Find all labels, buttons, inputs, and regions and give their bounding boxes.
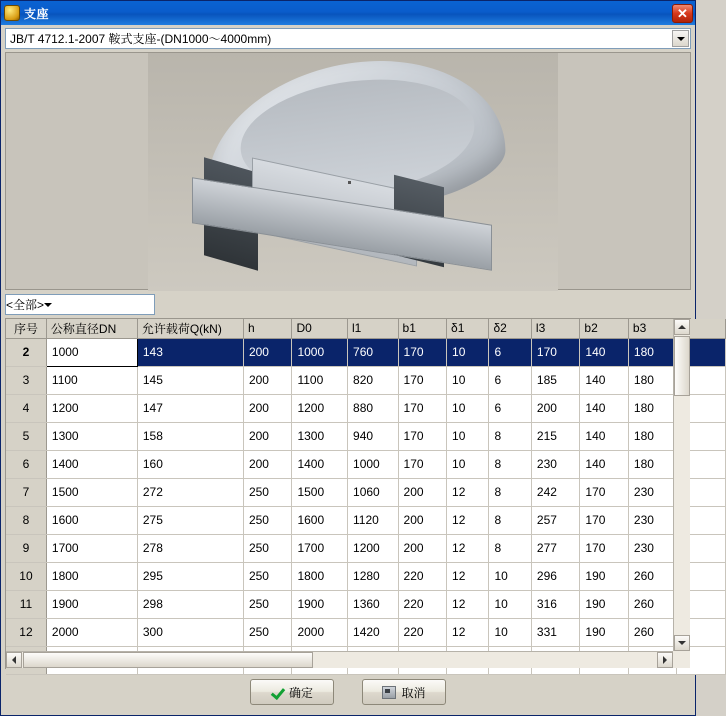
scrollbar-corner	[673, 651, 690, 668]
table-cell[interactable]: 10	[447, 394, 489, 422]
arrow-glyph	[677, 37, 685, 41]
table-cell[interactable]: 1600	[46, 506, 137, 534]
table-cell[interactable]: 160	[137, 450, 243, 478]
ok-button[interactable]	[250, 679, 334, 705]
table-row[interactable]	[6, 618, 726, 646]
table-cell[interactable]: 1360	[348, 590, 399, 618]
table-cell[interactable]: 1800	[292, 562, 348, 590]
table-cell[interactable]: 250	[243, 618, 292, 646]
preview-pane	[5, 52, 691, 290]
vertical-scrollbar[interactable]	[673, 319, 690, 651]
table-cell[interactable]: 147	[137, 394, 243, 422]
column-header-d1[interactable]: δ1	[447, 319, 489, 338]
scroll-right-icon[interactable]	[657, 652, 673, 668]
table-cell[interactable]: 8	[489, 450, 531, 478]
app-icon	[4, 5, 20, 21]
table-cell[interactable]: 230	[628, 534, 677, 562]
table-cell[interactable]: 1600	[292, 506, 348, 534]
table-cell[interactable]: 1400	[46, 450, 137, 478]
table-cell[interactable]: 180	[628, 422, 677, 450]
table-cell[interactable]: 220	[398, 562, 447, 590]
table-row[interactable]	[6, 394, 726, 422]
table-cell[interactable]: 10	[447, 366, 489, 394]
table-cell[interactable]: 12	[447, 590, 489, 618]
table-cell[interactable]: 1100	[46, 366, 137, 394]
table-cell[interactable]: 180	[628, 338, 677, 366]
table-cell[interactable]: 242	[531, 478, 580, 506]
row-index-cell[interactable]: 6	[6, 450, 46, 478]
table-row[interactable]	[6, 422, 726, 450]
scroll-up-icon[interactable]	[674, 319, 690, 335]
scroll-down-icon[interactable]	[674, 635, 690, 651]
table-cell[interactable]: 1200	[292, 394, 348, 422]
column-header-d2[interactable]: δ2	[489, 319, 531, 338]
row-index-cell[interactable]: 12	[6, 618, 46, 646]
table-cell[interactable]: 140	[580, 366, 629, 394]
table-cell[interactable]: 1300	[46, 422, 137, 450]
preview-image	[148, 53, 558, 291]
column-header-b1[interactable]: b1	[398, 319, 447, 338]
table-cell[interactable]: 257	[531, 506, 580, 534]
table-cell[interactable]: 1000	[292, 338, 348, 366]
column-header-b2[interactable]: b2	[580, 319, 629, 338]
column-header-d0[interactable]: D0	[292, 319, 348, 338]
table-cell[interactable]: 10	[489, 590, 531, 618]
table-cell[interactable]: 272	[137, 478, 243, 506]
table-cell[interactable]: 12	[447, 534, 489, 562]
table-cell[interactable]: 180	[628, 366, 677, 394]
table-cell[interactable]: 820	[348, 366, 399, 394]
table-row[interactable]	[6, 450, 726, 478]
table-row[interactable]	[6, 590, 726, 618]
table-cell[interactable]: 1000	[348, 450, 399, 478]
table-cell[interactable]: 140	[580, 338, 629, 366]
table-cell[interactable]: 250	[243, 506, 292, 534]
table-cell[interactable]: 190	[580, 618, 629, 646]
table-cell[interactable]: 940	[348, 422, 399, 450]
table-cell[interactable]: 8	[489, 506, 531, 534]
close-icon[interactable]: ✕	[672, 4, 693, 23]
row-index-cell[interactable]: 8	[6, 506, 46, 534]
ok-button-label: 确定	[288, 685, 313, 700]
table-cell[interactable]: 10	[447, 338, 489, 366]
table-cell[interactable]: 296	[531, 562, 580, 590]
table-cell[interactable]: 1500	[46, 478, 137, 506]
grid-header	[6, 319, 726, 338]
table-cell[interactable]: 1400	[292, 450, 348, 478]
table-cell[interactable]: 331	[531, 618, 580, 646]
window-title: 支座	[24, 6, 50, 21]
table-cell[interactable]: 170	[398, 366, 447, 394]
table-cell[interactable]: 190	[580, 590, 629, 618]
table-cell[interactable]: 6	[489, 366, 531, 394]
table-cell[interactable]: 2000	[46, 618, 137, 646]
cancel-button[interactable]	[362, 679, 446, 705]
table-cell[interactable]: 200	[531, 394, 580, 422]
column-header-load[interactable]: 允许载荷Q(kN)	[137, 319, 243, 338]
table-cell[interactable]: 8	[489, 534, 531, 562]
table-cell[interactable]: 143	[137, 338, 243, 366]
table-cell[interactable]: 200	[243, 450, 292, 478]
table-cell[interactable]: 1060	[348, 478, 399, 506]
table-cell[interactable]: 10	[489, 618, 531, 646]
table-cell[interactable]: 200	[243, 338, 292, 366]
table-cell[interactable]: 260	[628, 590, 677, 618]
column-header-seq[interactable]: 序号	[6, 319, 46, 338]
cancel-icon	[382, 686, 396, 699]
table-cell[interactable]: 140	[580, 450, 629, 478]
table-cell[interactable]: 277	[531, 534, 580, 562]
grid-scrollport	[6, 319, 673, 651]
table-cell[interactable]: 200	[398, 478, 447, 506]
column-header-dn[interactable]: 公称直径DN	[46, 319, 137, 338]
table-cell[interactable]: 170	[580, 534, 629, 562]
table-cell[interactable]: 200	[243, 394, 292, 422]
table-cell[interactable]: 158	[137, 422, 243, 450]
filter-chevron-down-icon[interactable]	[44, 303, 52, 307]
table-row[interactable]	[6, 478, 726, 506]
table-cell[interactable]: 220	[398, 590, 447, 618]
table-cell[interactable]: 250	[243, 534, 292, 562]
standard-combo[interactable]	[5, 28, 691, 49]
table-cell[interactable]: 145	[137, 366, 243, 394]
table-row[interactable]	[6, 506, 726, 534]
table-cell[interactable]: 190	[580, 562, 629, 590]
table-cell[interactable]: 170	[398, 450, 447, 478]
table-cell[interactable]: 200	[398, 534, 447, 562]
center-mark-icon	[348, 181, 351, 184]
table-cell[interactable]: 170	[398, 338, 447, 366]
table-cell[interactable]: 1280	[348, 562, 399, 590]
table-cell[interactable]: 12	[447, 478, 489, 506]
table-cell[interactable]: 880	[348, 394, 399, 422]
header-row	[6, 319, 726, 338]
table-cell[interactable]: 295	[137, 562, 243, 590]
table-cell[interactable]: 8	[489, 478, 531, 506]
title-bar	[1, 1, 695, 25]
table-cell[interactable]: 140	[580, 394, 629, 422]
horizontal-scroll-thumb[interactable]	[23, 652, 313, 668]
table-cell[interactable]: 250	[243, 590, 292, 618]
table-cell[interactable]: 1700	[292, 534, 348, 562]
table-cell[interactable]: 10	[447, 422, 489, 450]
table-cell[interactable]: 250	[243, 478, 292, 506]
table-row[interactable]	[6, 534, 726, 562]
table-cell[interactable]: 6	[489, 394, 531, 422]
scroll-left-icon[interactable]	[6, 652, 22, 668]
filter-combo-value: <全部>	[6, 298, 45, 312]
table-cell[interactable]: 1200	[46, 394, 137, 422]
table-cell[interactable]: 140	[580, 422, 629, 450]
table-cell[interactable]: 170	[580, 478, 629, 506]
filter-row	[5, 294, 691, 315]
grid-table	[6, 319, 726, 675]
table-cell[interactable]: 1200	[348, 534, 399, 562]
filter-combo[interactable]	[5, 294, 155, 315]
table-cell[interactable]: 1900	[46, 590, 137, 618]
standard-combo-value: JB/T 4712.1-2007 鞍式支座-(DN1000～4000mm)	[10, 32, 272, 46]
table-cell[interactable]: 300	[137, 618, 243, 646]
table-cell[interactable]: 275	[137, 506, 243, 534]
table-cell[interactable]: 1300	[292, 422, 348, 450]
row-index-cell[interactable]: 2	[6, 338, 46, 366]
table-cell[interactable]: 298	[137, 590, 243, 618]
table-cell[interactable]: 278	[137, 534, 243, 562]
table-cell[interactable]: 1800	[46, 562, 137, 590]
table-cell[interactable]: 1500	[292, 478, 348, 506]
table-cell[interactable]: 10	[489, 562, 531, 590]
table-cell[interactable]: 760	[348, 338, 399, 366]
table-cell[interactable]: 1700	[46, 534, 137, 562]
table-cell[interactable]: 230	[531, 450, 580, 478]
table-cell[interactable]: 170	[531, 338, 580, 366]
table-cell[interactable]: 185	[531, 366, 580, 394]
row-index-cell[interactable]: 3	[6, 366, 46, 394]
table-cell[interactable]: 1420	[348, 618, 399, 646]
table-cell[interactable]: 12	[447, 562, 489, 590]
table-row[interactable]	[6, 338, 726, 366]
chevron-down-icon[interactable]	[672, 30, 689, 47]
row-index-cell[interactable]: 4	[6, 394, 46, 422]
arrow-glyph	[44, 303, 52, 307]
table-cell[interactable]: 200	[243, 422, 292, 450]
check-icon	[271, 686, 284, 699]
table-cell[interactable]: 170	[398, 422, 447, 450]
table-cell[interactable]: 12	[447, 506, 489, 534]
table-cell[interactable]: 230	[628, 506, 677, 534]
table-cell[interactable]: 200	[398, 506, 447, 534]
row-index-cell[interactable]: 7	[6, 478, 46, 506]
table-cell[interactable]: 260	[628, 618, 677, 646]
table-row[interactable]	[6, 366, 726, 394]
table-row[interactable]	[6, 562, 726, 590]
table-cell[interactable]: 12	[447, 618, 489, 646]
table-cell[interactable]: 1100	[292, 366, 348, 394]
table-cell[interactable]: 316	[531, 590, 580, 618]
data-grid	[5, 318, 691, 669]
table-cell[interactable]: 6	[489, 338, 531, 366]
table-cell[interactable]: 1900	[292, 590, 348, 618]
dialog-button-bar	[5, 669, 691, 715]
table-cell[interactable]: 250	[243, 562, 292, 590]
row-index-cell[interactable]: 11	[6, 590, 46, 618]
table-cell[interactable]: 170	[398, 394, 447, 422]
table-cell[interactable]: 230	[628, 478, 677, 506]
grid-body	[6, 338, 726, 674]
table-cell[interactable]: 260	[628, 562, 677, 590]
table-cell[interactable]: 180	[628, 394, 677, 422]
cancel-button-label: 取消	[401, 685, 426, 700]
table-cell[interactable]: 200	[243, 366, 292, 394]
table-cell[interactable]: 10	[447, 450, 489, 478]
table-cell[interactable]: 8	[489, 422, 531, 450]
column-header-l3[interactable]: l3	[531, 319, 580, 338]
table-cell[interactable]: 215	[531, 422, 580, 450]
row-index-cell[interactable]: 5	[6, 422, 46, 450]
row-index-cell[interactable]: 10	[6, 562, 46, 590]
column-header-l1[interactable]: l1	[348, 319, 399, 338]
table-cell[interactable]: 1000	[46, 338, 137, 366]
table-cell[interactable]: 1120	[348, 506, 399, 534]
horizontal-scrollbar[interactable]	[6, 651, 673, 668]
row-index-cell[interactable]: 9	[6, 534, 46, 562]
column-header-b3[interactable]: b3	[628, 319, 677, 338]
dialog-body	[1, 25, 695, 715]
column-header-h[interactable]: h	[243, 319, 292, 338]
table-cell[interactable]: 170	[580, 506, 629, 534]
vertical-scroll-thumb[interactable]	[674, 336, 690, 396]
table-cell[interactable]: 220	[398, 618, 447, 646]
table-cell[interactable]: 180	[628, 450, 677, 478]
table-cell[interactable]: 2000	[292, 618, 348, 646]
